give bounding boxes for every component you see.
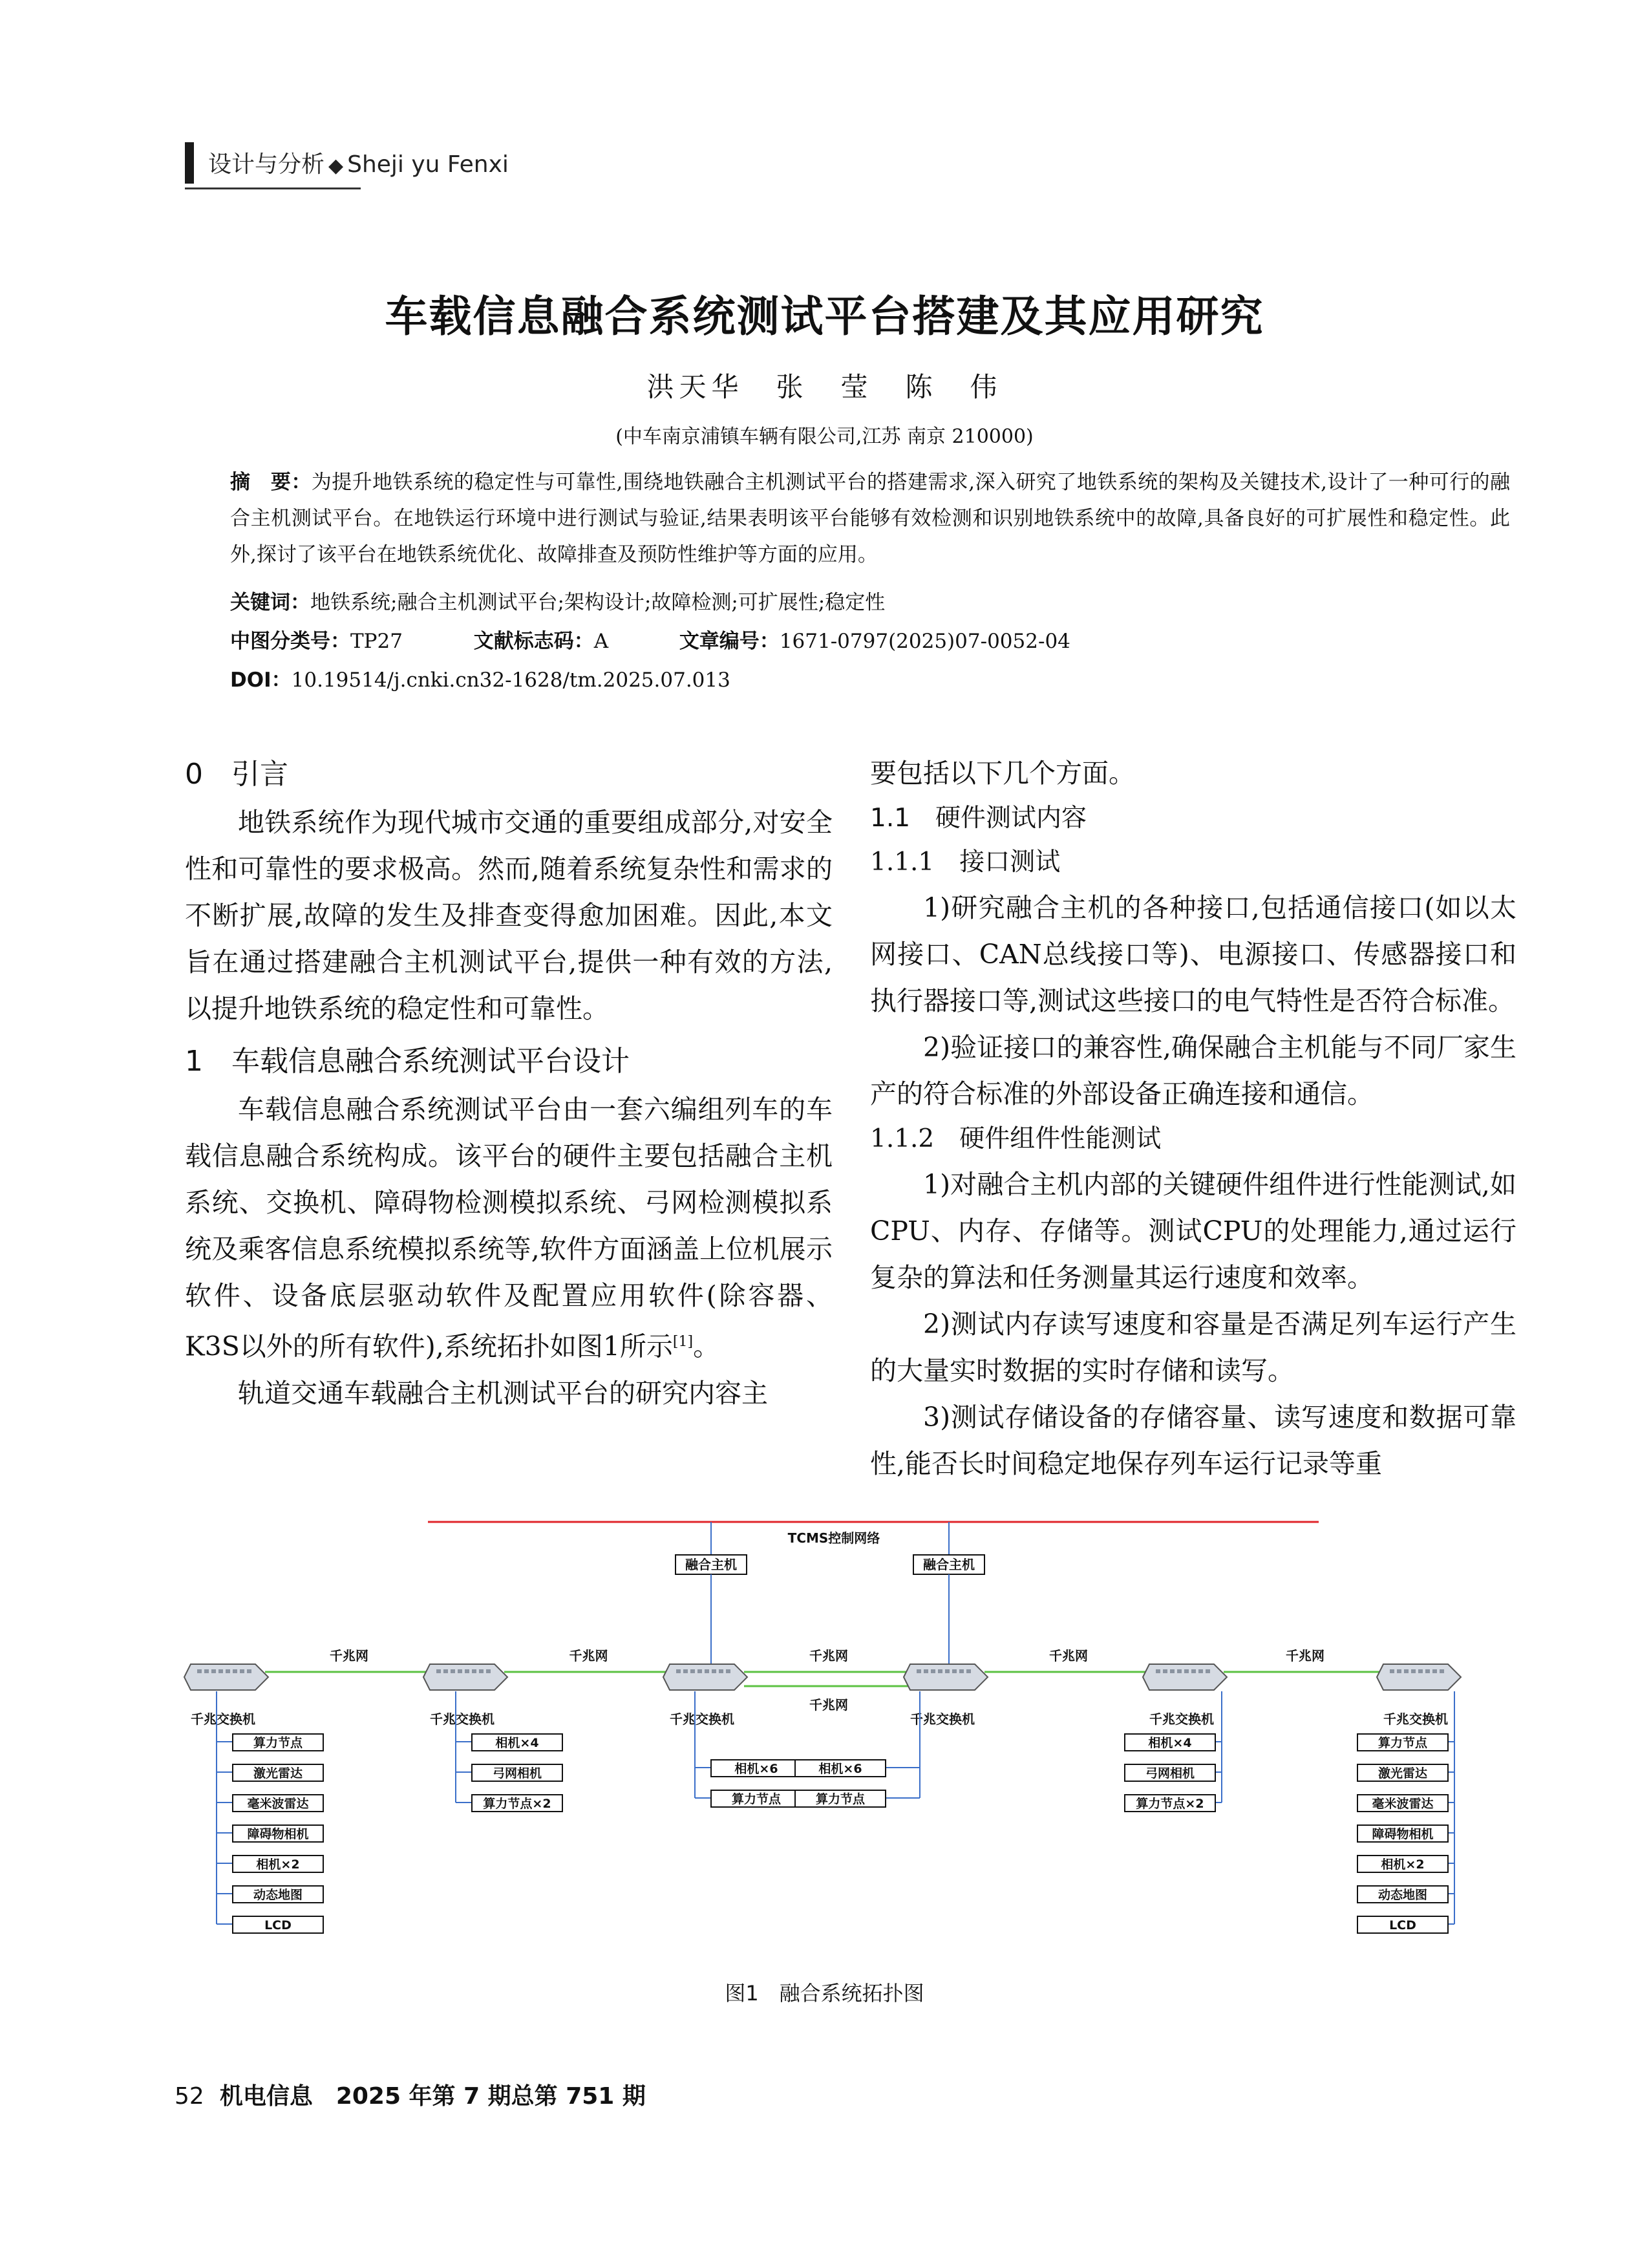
- continued-paragraph: 要包括以下几个方面。: [870, 758, 1135, 789]
- switch-port-icon: [226, 1669, 230, 1673]
- switch-label: 千兆交换机: [910, 1711, 975, 1727]
- switch-port-icon: [436, 1669, 441, 1673]
- switch-port-icon: [1418, 1669, 1423, 1673]
- hardware-paragraph-1: 1)对融合主机内部的关键硬件组件进行性能测试,如CPU、内存、存储等。测试CPU的处理能力,通过运行复杂的算法和任务测量其运行速度和效率。: [870, 1169, 1516, 1293]
- switch-port-icon: [945, 1669, 950, 1673]
- device-label: 毫米波雷达: [1372, 1797, 1434, 1811]
- reference-mark: [1]: [672, 1334, 694, 1350]
- switch-port-icon: [479, 1669, 484, 1673]
- switch-port-icon: [1156, 1669, 1160, 1673]
- switch-label: 千兆交换机: [430, 1711, 495, 1727]
- switch-port-icon: [247, 1669, 251, 1673]
- switch-port-icon: [712, 1669, 716, 1673]
- switch-port-icon: [938, 1669, 942, 1673]
- running-header: [208, 146, 509, 179]
- switch-port-icon: [690, 1669, 695, 1673]
- switch-port-icon: [676, 1669, 681, 1673]
- device-label: 障碍物相机: [1372, 1827, 1434, 1841]
- gigabit-label: 千兆网: [330, 1648, 368, 1664]
- switch-port-icon: [211, 1669, 216, 1673]
- doi-label: DOI：: [230, 669, 292, 692]
- device-label: 算力节点: [815, 1792, 866, 1806]
- interface-paragraph-2: 2)验证接口的兼容性,确保融合主机能与不同厂家生产的符合标准的外部设备正确连接和通信。: [870, 1032, 1516, 1109]
- switch-port-icon: [451, 1669, 455, 1673]
- keywords: [230, 586, 885, 615]
- research-paragraph: 轨道交通车载融合主机测试平台的研究内容主: [238, 1377, 768, 1409]
- switch-port-icon: [726, 1669, 730, 1673]
- doc-code-label: 文献标志码：: [473, 630, 594, 653]
- device-label: 毫米波雷达: [247, 1797, 309, 1811]
- switch-port-icon: [240, 1669, 244, 1673]
- section-1-text: 车载信息融合系统测试平台由一套六编组列车的车载信息融合系统构成。该平台的硬件主要包括融合主机系统、交换机、障碍物检测模拟系统、弓网检测模拟系统及乘客信息系统模拟系统等,软件方面涵盖上位机展示软件、设备底层驱动软件及配置应用软件(除容器、K3S以外的所有软件),系统拓扑如图1所示: [185, 1094, 833, 1362]
- section-1-end: 。: [693, 1331, 720, 1362]
- doi-value: 10.19514/j.cnki.cn32-1628/tm.2025.07.013: [291, 669, 730, 692]
- doi-line: [230, 663, 730, 692]
- abstract-label: 摘 要：: [230, 471, 312, 494]
- keywords-text: 地铁系统;融合主机测试平台;架构设计;故障检测;可扩展性;稳定性: [310, 591, 886, 614]
- switch-port-icon: [705, 1669, 709, 1673]
- switch-label: 千兆交换机: [191, 1711, 255, 1727]
- device-label: 动态地图: [253, 1888, 303, 1902]
- tcms-label: TCMS控制网络: [787, 1530, 880, 1546]
- gigabit-label: 千兆网: [569, 1648, 608, 1664]
- switch-port-icon: [443, 1669, 448, 1673]
- switch-port-icon: [1397, 1669, 1401, 1673]
- switch-port-icon: [1184, 1669, 1189, 1673]
- switch-port-icon: [1198, 1669, 1203, 1673]
- doc-code-value: A: [593, 630, 609, 653]
- switch-label: 千兆交换机: [1383, 1711, 1448, 1727]
- device-label: 相机×6: [734, 1762, 778, 1776]
- switch-port-icon: [1404, 1669, 1409, 1673]
- switch-port-icon: [683, 1669, 688, 1673]
- device-label: LCD: [1389, 1918, 1416, 1932]
- switch-icon: [184, 1664, 268, 1690]
- switch-port-icon: [472, 1669, 476, 1673]
- authors: 洪天华 张 莹 陈 伟: [646, 371, 1003, 403]
- switch-port-icon: [1425, 1669, 1430, 1673]
- device-label: 算力节点×2: [1136, 1797, 1204, 1811]
- device-label: 相机×6: [818, 1762, 862, 1776]
- hardware-paragraph-2: 2)测试内存读写速度和容量是否满足列车运行产生的大量实时数据的实时存储和读写。: [870, 1309, 1516, 1386]
- keywords-label: 关键词：: [230, 591, 310, 614]
- device-label: 算力节点: [731, 1792, 782, 1806]
- abstract-text: 为提升地铁系统的稳定性与可靠性,围绕地铁融合主机测试平台的搭建需求,深入研究了地铁系统的架构及关键技术,设计了一种可行的融合主机测试平台。在地铁运行环境中进行测试与验证,结果表明该平台能够有效检测和识别地铁系统中的故障,具备良好的可扩展性和稳定性。此外,探讨了该平台在地铁系统优化、故障排查及预防性维护等方面的应用。: [230, 471, 1510, 566]
- right-column: [870, 750, 1516, 1487]
- switch-port-icon: [1440, 1669, 1444, 1673]
- device-label: 算力节点: [253, 1736, 303, 1750]
- clc-value: TP27: [350, 630, 403, 653]
- switch-port-icon: [697, 1669, 702, 1673]
- device-label: LCD: [264, 1918, 292, 1932]
- section-en: Sheji yu Fenxi: [347, 151, 509, 178]
- section-cn: 设计与分析: [208, 151, 325, 178]
- device-label: 弓网相机: [492, 1766, 542, 1781]
- intro-paragraph: 地铁系统作为现代城市交通的重要组成部分,对安全性和可靠性的要求极高。然而,随着系统复杂性和需求的不断扩展,故障的发生及排查变得愈加困难。因此,本文旨在通过搭建融合主机测试平台,提供一种有效的方法,以提升地铁系统的稳定性和可靠性。: [185, 807, 833, 1024]
- device-label: 激光雷达: [1378, 1766, 1428, 1781]
- switch-port-icon: [959, 1669, 964, 1673]
- switch-icon: [1377, 1664, 1461, 1690]
- switch-port-icon: [465, 1669, 469, 1673]
- switch-port-icon: [924, 1669, 928, 1673]
- switch-label: 千兆交换机: [1149, 1711, 1214, 1727]
- gigabit-label: 千兆网: [1286, 1648, 1325, 1664]
- device-label: 激光雷达: [253, 1766, 303, 1781]
- switch-port-icon: [952, 1669, 957, 1673]
- topology-figure: [175, 1513, 1526, 1978]
- section-0-heading: 0 引言: [185, 758, 288, 791]
- switch-port-icon: [1163, 1669, 1167, 1673]
- header-underline: [185, 187, 361, 189]
- classification-line: [230, 625, 1070, 654]
- switch-port-icon: [1191, 1669, 1196, 1673]
- paper-title: 车载信息融合系统测试平台搭建及其应用研究: [385, 292, 1264, 341]
- section-1-1-1-heading: 1.1.1 接口测试: [870, 848, 1061, 877]
- hardware-paragraph-3: 3)测试存储设备的存储容量、读写速度和数据可靠性,能否长时间稳定地保存列车运行记录等重: [870, 1402, 1516, 1479]
- article-no-label: 文章编号：: [679, 630, 780, 653]
- switch-icon: [904, 1664, 988, 1690]
- article-no-value: 1671-0797(2025)07-0052-04: [779, 630, 1070, 653]
- topology-diagram: [175, 1513, 1526, 1978]
- page-footer: [175, 2078, 646, 2111]
- section-1-paragraph: [185, 1086, 833, 1370]
- device-label: 相机×2: [1381, 1857, 1425, 1872]
- switch-port-icon: [1170, 1669, 1175, 1673]
- host-label: 融合主机: [923, 1557, 975, 1572]
- switch-port-icon: [1432, 1669, 1437, 1673]
- section-1-1-heading: 1.1 硬件测试内容: [870, 804, 1087, 833]
- device-label: 相机×4: [495, 1736, 539, 1750]
- switch-icon: [1143, 1664, 1227, 1690]
- host-label: 融合主机: [685, 1557, 737, 1572]
- switch-port-icon: [719, 1669, 723, 1673]
- affiliation: (中车南京浦镇车辆有限公司,江苏 南京 210000): [615, 425, 1034, 448]
- switch-port-icon: [917, 1669, 921, 1673]
- switch-port-icon: [218, 1669, 223, 1673]
- diamond-icon: ◆: [328, 155, 344, 177]
- switch-port-icon: [1411, 1669, 1416, 1673]
- device-label: 算力节点: [1378, 1736, 1428, 1750]
- switch-icon: [663, 1664, 747, 1690]
- switch-port-icon: [1206, 1669, 1210, 1673]
- gigabit-label: 千兆网: [809, 1648, 848, 1664]
- section-1-heading: 1 车载信息融合系统测试平台设计: [185, 1045, 630, 1078]
- clc-label: 中图分类号：: [230, 630, 350, 653]
- page-number: 52: [175, 2083, 204, 2110]
- device-label: 算力节点×2: [483, 1797, 551, 1811]
- switch-icon: [423, 1664, 507, 1690]
- section-1-1-2-heading: 1.1.2 硬件组件性能测试: [870, 1124, 1162, 1153]
- device-label: 弓网相机: [1145, 1766, 1195, 1781]
- abstract: [230, 464, 1510, 573]
- figure-caption: 图1 融合系统拓扑图: [725, 1981, 924, 2006]
- switch-port-icon: [458, 1669, 462, 1673]
- switch-port-icon: [233, 1669, 237, 1673]
- header-bar: [185, 142, 194, 184]
- left-column: [185, 750, 833, 1417]
- switch-port-icon: [931, 1669, 935, 1673]
- device-label: 相机×4: [1148, 1736, 1192, 1750]
- switch-port-icon: [204, 1669, 209, 1673]
- journal-info: 机电信息 2025 年第 7 期总第 751 期: [219, 2083, 646, 2110]
- gigabit-label: 千兆网: [809, 1697, 848, 1713]
- interface-paragraph-1: 1)研究融合主机的各种接口,包括通信接口(如以太网接口、CAN总线接口等)、电源接口、传感器接口和执行器接口等,测试这些接口的电气特性是否符合标准。: [870, 892, 1516, 1016]
- switch-label: 千兆交换机: [670, 1711, 734, 1727]
- switch-port-icon: [966, 1669, 971, 1673]
- switch-port-icon: [197, 1669, 202, 1673]
- device-label: 动态地图: [1378, 1888, 1428, 1902]
- switch-port-icon: [1177, 1669, 1182, 1673]
- switch-port-icon: [486, 1669, 491, 1673]
- gigabit-label: 千兆网: [1049, 1648, 1088, 1664]
- device-label: 障碍物相机: [247, 1827, 309, 1841]
- switch-port-icon: [1390, 1669, 1394, 1673]
- device-label: 相机×2: [256, 1857, 300, 1872]
